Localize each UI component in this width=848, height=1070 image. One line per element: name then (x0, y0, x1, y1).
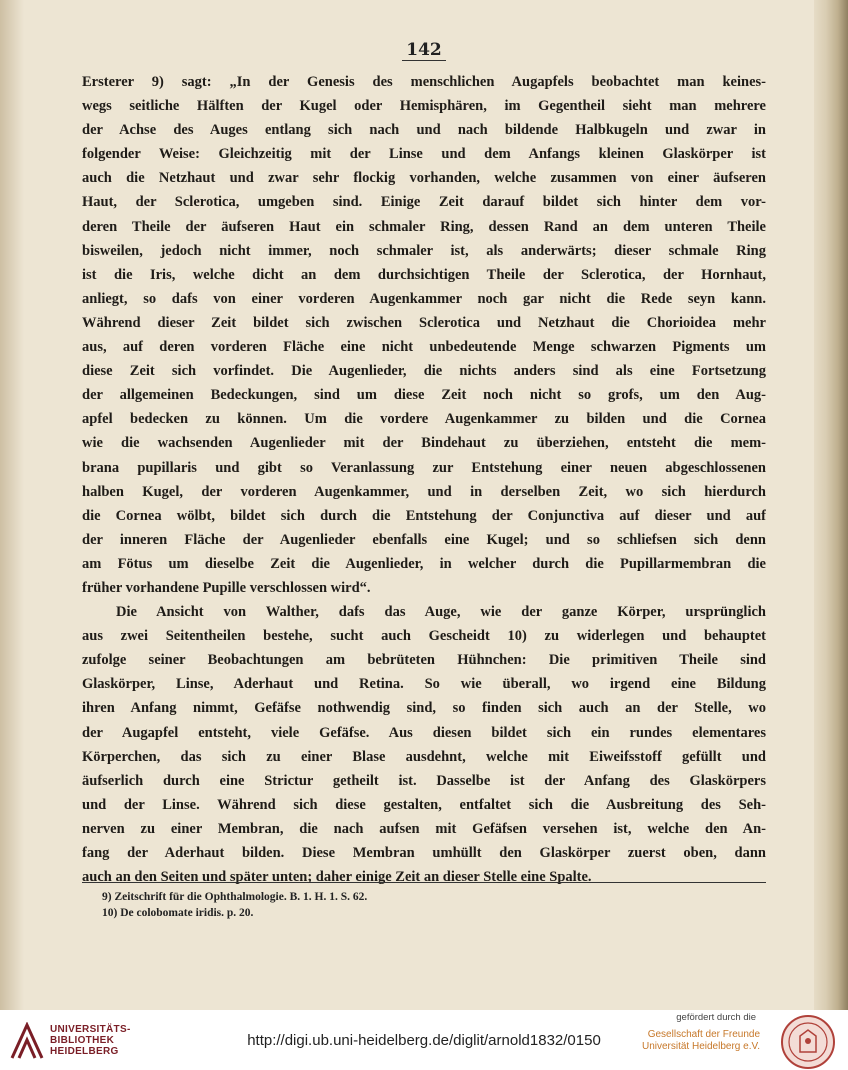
text-line: Ersterer 9) sagt: „In der Genesis des menschlichen Augapfels beobachtet man keines- (82, 74, 766, 90)
text-line: nerven zu einer Membran, die nach aufsen mit Gefäfsen versehen ist, welche den An- (82, 820, 766, 837)
text-line: wegs seitliche Hälften der Kugel oder Hemisphären, im Gegentheil sieht man mehrere (82, 98, 766, 115)
university-seal-icon (780, 1014, 836, 1070)
sponsor-name: Gesellschaft der Freunde Universität Heidelberg e.V. (641, 1029, 760, 1052)
text-line: Während dieser Zeit bildet sich zwischen Sclerotica und Netzhaut die Chorioidea mehr (82, 314, 766, 331)
text-line: die Cornea wölbt, bildet sich durch die Entstehung der Conjunctiva auf dieser und auf (82, 507, 766, 524)
text-line: diese Zeit sich vorfindet. Die Augenlieder, die nichts anders sind als eine Fortsetzung (82, 363, 766, 380)
text-line: der inneren Fläche der Augenlieder ebenfalls eine Kugel; und so schliefsen sich denn (82, 531, 766, 548)
text-line: aus zwei Seitentheilen bestehe, sucht auch Gescheidt 10) zu widerlegen und behauptet (82, 628, 766, 645)
text-line: Haut, der Sclerotica, umgeben sind. Einige Zeit darauf bildet sich hinter dem vor- (82, 194, 766, 211)
footnote: 9) Zeitschrift für die Ophthalmologie. B. 1. H. 1. S. 62. (102, 891, 368, 903)
text-line: halben Kugel, der vorderen Augenkammer, und in derselben Zeit, wo sich hierdurch (82, 483, 766, 500)
text-line: aus, auf deren vorderen Fläche eine nicht unbedeutende Menge schwarzen Pigments um (82, 339, 766, 356)
text-line: der allgemeinen Bedeckungen, sind um diese Zeit noch nicht so grofs, um den Aug- (82, 387, 766, 404)
text-line: äufserlich durch eine Strictur getheilt ist. Dasselbe ist der Anfang des Glaskörpers (82, 772, 766, 789)
text-line: ist die Iris, welche dicht an dem durchsichtigen Theile der Sclerotica, der Hornhaut, (82, 266, 766, 283)
text-line: zufolge seiner Beobachtungen am bebrüteten Hühnchen: Die primitiven Theile sind (82, 652, 766, 669)
text-line: brana pupillaris und gibt so Veranlassung zur Entstehung einer neuen abgeschlossenen (82, 459, 766, 476)
footnotes (102, 889, 367, 921)
page-number: 142 (0, 40, 848, 60)
page-url-link[interactable]: http://digi.ub.uni-heidelberg.de/diglit/arnold1832/0150 (247, 1032, 601, 1049)
text-line: auch die Netzhaut und zwar sehr flockig vorhanden, welche zusammen von einer äufseren (82, 170, 766, 187)
text-line: ihren Anfang nimmt, Gefäfse nothwendig sind, so finden sich auch an der Stelle, wo (82, 700, 766, 717)
text-line: Körperchen, das sich zu einer Blase ausdehnt, welche mit Eiweifsstoff gefüllt und (82, 748, 766, 765)
text-line: fang der Aderhaut bilden. Diese Membran umhüllt den Glaskörper zuerst oben, dann (82, 845, 766, 861)
text-line: der Achse des Auges entlang sich nach und nach bildende Halbkugeln und zwar in (82, 122, 766, 139)
sponsor-label: gefördert durch die (676, 1012, 756, 1023)
viewer-footer (0, 1010, 848, 1070)
body-text (82, 70, 766, 889)
text-line: bisweilen, jedoch nicht immer, noch schmaler ist, als anderwärts; dieser schmale Ring (82, 242, 766, 259)
text-line: der Augapfel entsteht, viele Gefäfse. Aus diesen bildet sich ein rundes elementares (82, 724, 766, 741)
text-line: folgender Weise: Gleichzeitig mit der Linse und dem Anfangs kleinen Glaskörper ist (82, 146, 766, 163)
text-line: anliegt, so dafs von einer vorderen Augenkammer noch gar nicht die Rede seyn kann. (82, 290, 766, 307)
library-name: UNIVERSITÄTS- BIBLIOTHEK HEIDELBERG (50, 1024, 131, 1057)
text-line: Die Ansicht von Walther, dafs das Auge, wie der ganze Körper, ursprünglich (116, 604, 766, 621)
text-line: apfel bedecken zu können. Um die vordere Augenkammer zu bilden und die Cornea (82, 411, 766, 428)
footnote-rule (82, 882, 766, 883)
text-line: wie die wachsenden Augenlieder mit der Bindehaut zu überziehen, entsteht die mem- (82, 435, 766, 452)
text-line: früher vorhandene Pupille verschlossen wird“. (82, 579, 371, 596)
footnote: 10) De colobomate iridis. p. 20. (102, 907, 254, 919)
text-line: deren Theile der äufseren Haut ein schmaler Ring, dessen Rand an dem unteren Theile (82, 218, 766, 235)
text-line: und der Linse. Während sich diese gestalten, entfaltet sich die Ausbreitung des Seh- (82, 796, 766, 813)
text-line: auch an den Seiten und später unten; daher einige Zeit an dieser Stelle eine Spalte. (82, 869, 592, 886)
text-line: Glaskörper, Linse, Aderhaut und Retina. So wie überall, wo irgend eine Bildung (82, 676, 766, 693)
text-line: am Fötus um dieselbe Zeit die Augenlieder, in welcher durch die Pupillarmembran die (82, 555, 766, 572)
